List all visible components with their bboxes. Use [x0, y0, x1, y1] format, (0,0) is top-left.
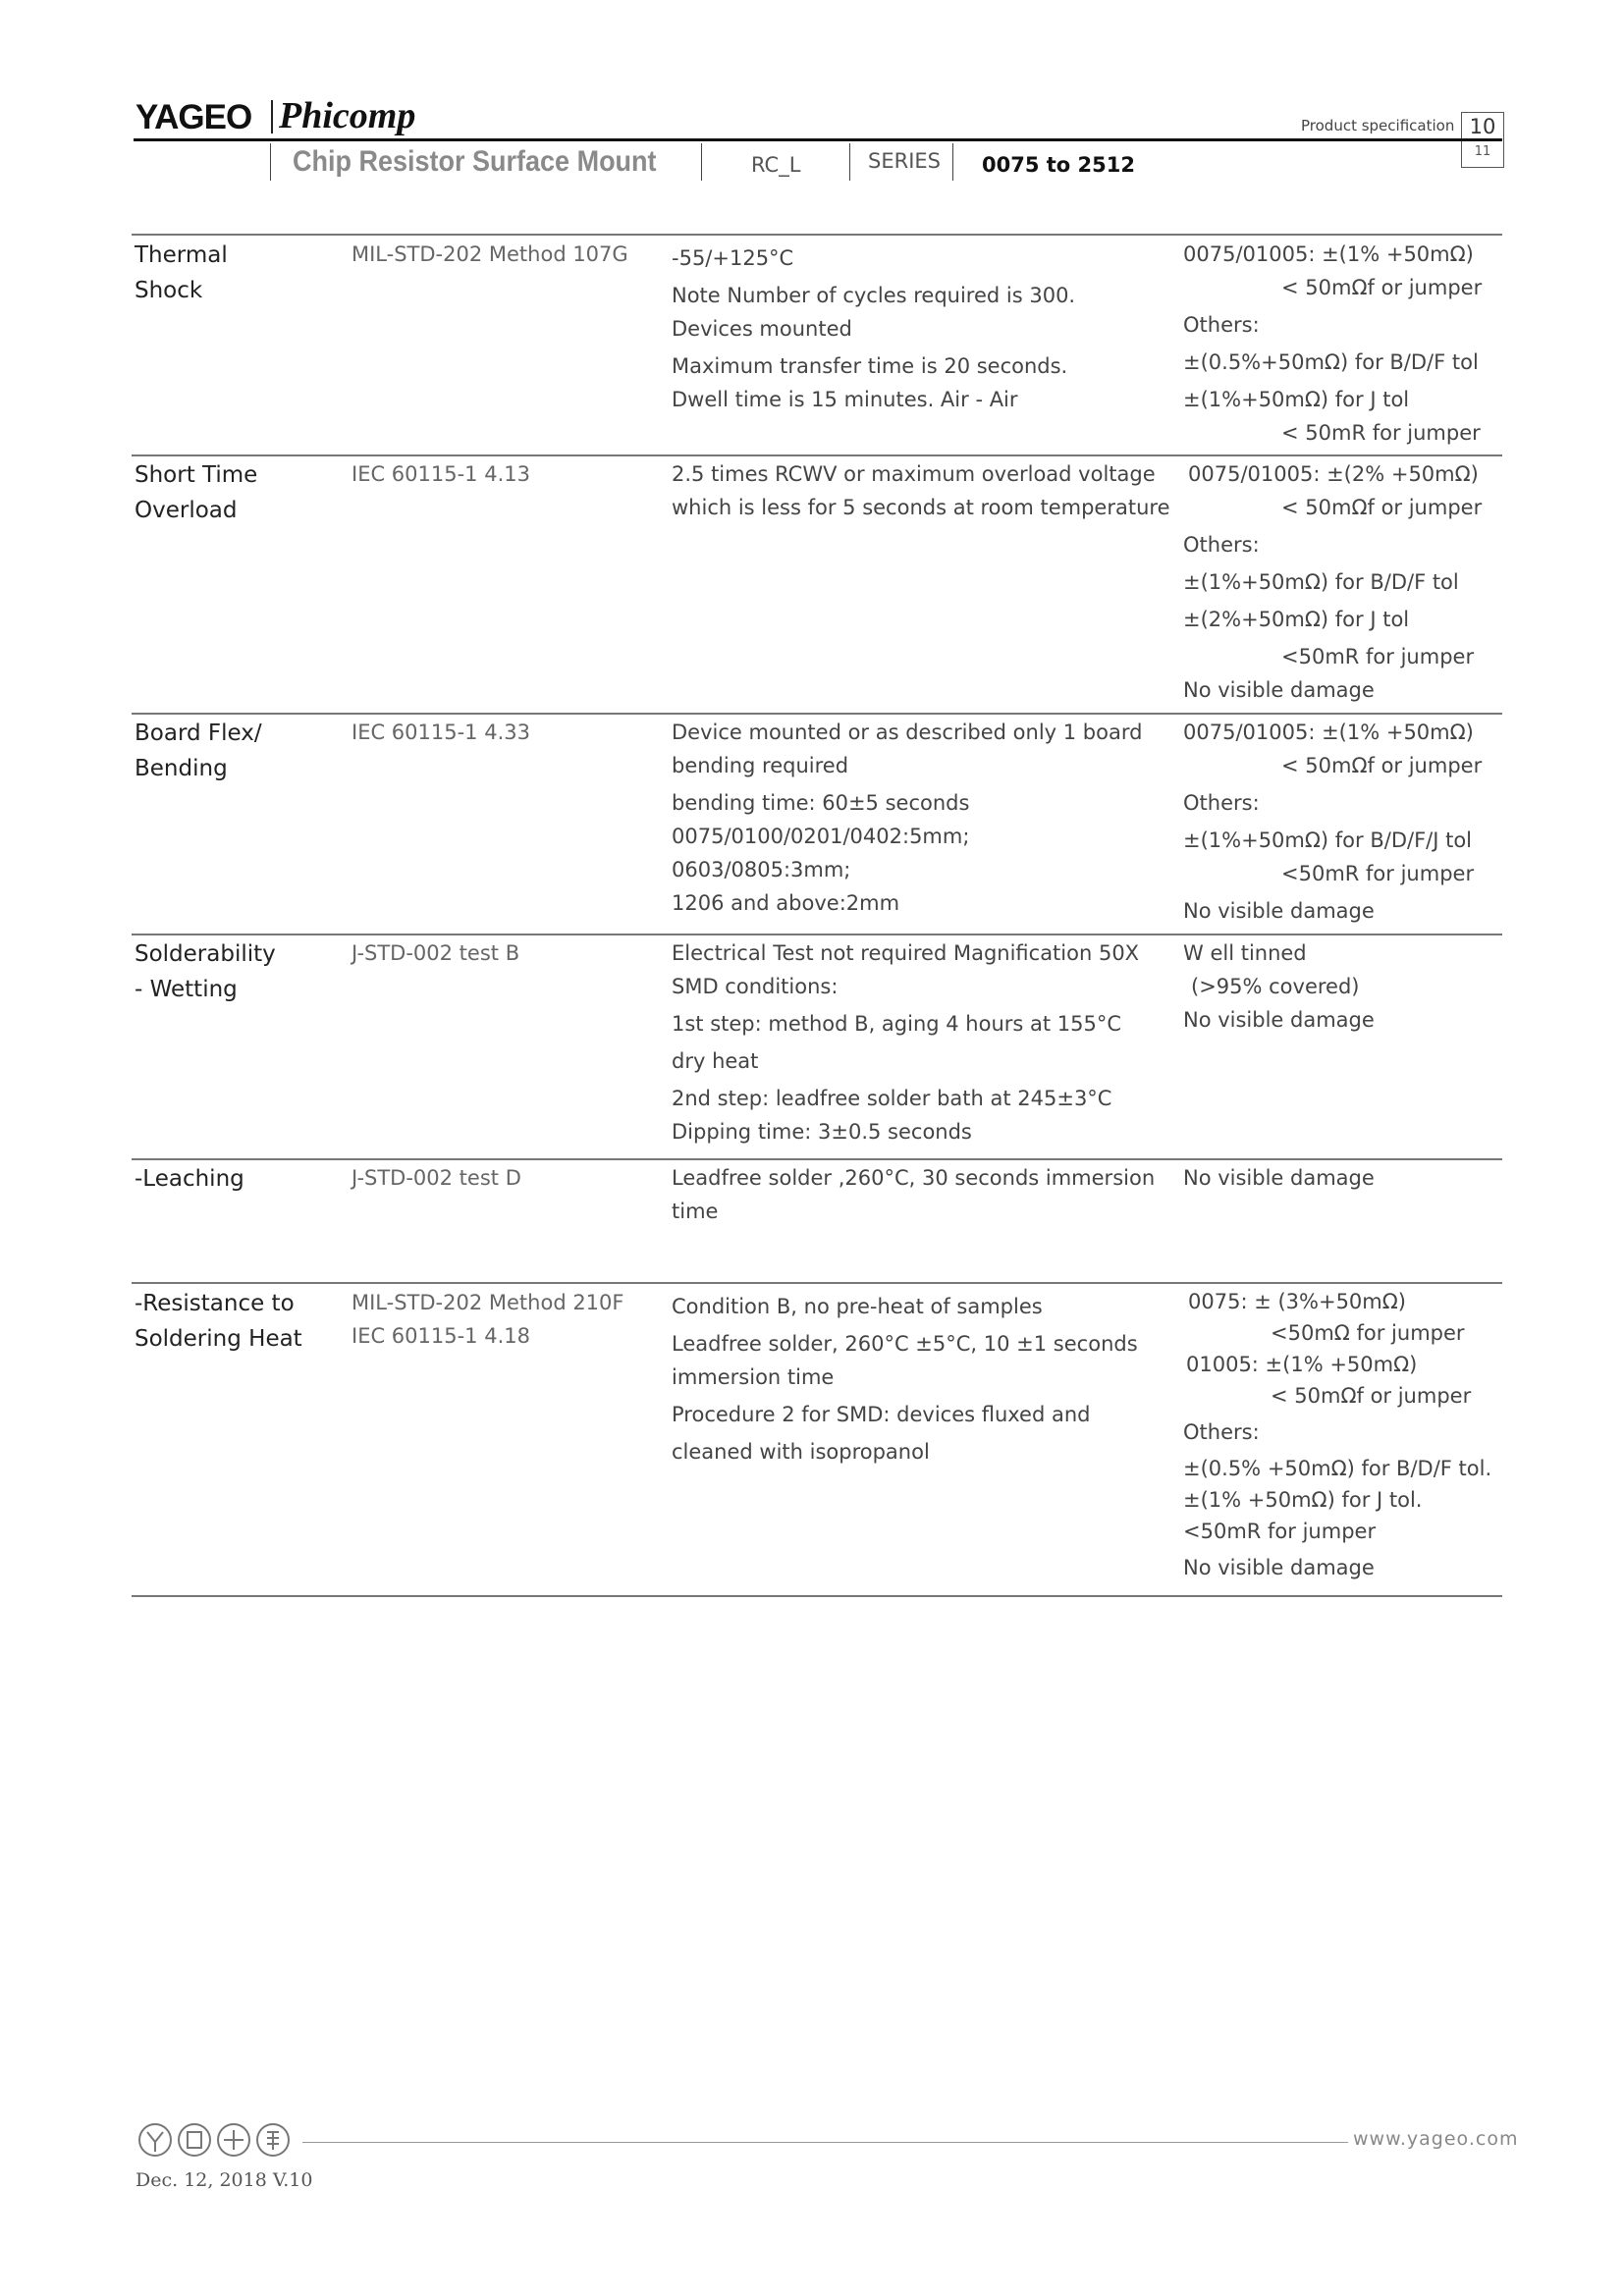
footer-rule: [302, 2142, 1348, 2143]
test-method: [352, 238, 646, 271]
footer-url[interactable]: www.yageo.com: [1353, 2128, 1519, 2150]
requirement-line: Others:: [1183, 533, 1260, 557]
test-method: [352, 716, 646, 749]
test-name-line: Soldering Heat: [135, 1326, 302, 1352]
test-name-line: -Leaching: [135, 1166, 244, 1192]
requirement-line: <50mR for jumper: [1183, 1520, 1377, 1543]
test-requirement: [1183, 457, 1512, 707]
requirement-line: ±(1%+50mΩ) for J tol: [1183, 388, 1410, 411]
requirement-line: 0075/01005: ±(1% +50mΩ): [1183, 242, 1474, 266]
requirement-line: ±(0.5%+50mΩ) for B/D/F tol: [1183, 350, 1479, 374]
procedure-line: Devices mounted: [672, 317, 852, 341]
test-method-line: IEC 60115-1 4.18: [352, 1324, 530, 1348]
requirement-line: ±(2%+50mΩ) for J tol: [1183, 608, 1410, 631]
procedure-line: Condition B, no pre-heat of samples: [672, 1295, 1043, 1318]
requirement-line: No visible damage: [1183, 899, 1375, 923]
test-requirement: [1183, 1286, 1512, 1584]
requirement-line: No visible damage: [1183, 1556, 1375, 1579]
requirement-line: 0075: ± (3%+50mΩ): [1188, 1290, 1406, 1313]
header-divider: [849, 143, 850, 181]
series-label: SERIES: [868, 149, 941, 173]
requirement-line: ±(1%+50mΩ) for B/D/F tol: [1183, 570, 1459, 594]
requirement-line: ±(1% +50mΩ) for J tol.: [1183, 1488, 1423, 1512]
test-name-line: Solderability: [135, 941, 276, 967]
test-name: [135, 936, 331, 1007]
procedure-line: 0075/0100/0201/0402:5mm;: [672, 825, 970, 848]
procedure-line: 1st step: method B, aging 4 hours at 155°C: [672, 1012, 1122, 1036]
procedure-line: -55/+125°C: [672, 246, 794, 270]
test-method: [352, 936, 646, 970]
procedure-line: Dwell time is 15 minutes. Air - Air: [672, 388, 1018, 411]
test-procedure: [672, 1290, 1163, 1468]
table-rule: [132, 454, 1502, 456]
test-method-line: J-STD-002 test B: [352, 941, 520, 965]
test-method-line: MIL-STD-202 Method 107G: [352, 242, 628, 266]
test-method-line: J-STD-002 test D: [352, 1166, 521, 1190]
procedure-line: Procedure 2 for SMD: devices fluxed and: [672, 1403, 1091, 1426]
page-total: 11: [1474, 144, 1491, 159]
table-rule: [132, 1595, 1502, 1597]
product-code: RC_L: [751, 153, 801, 177]
header-rule: [134, 138, 1502, 141]
test-method: [352, 1286, 646, 1353]
procedure-line: Leadfree solder, 260°C ±5°C, 10 ±1 seconds: [672, 1332, 1138, 1356]
requirement-line: 0075/01005: ±(1% +50mΩ): [1183, 721, 1474, 744]
requirement-line: < 50mΩf or jumper: [1271, 1384, 1472, 1408]
procedure-line: 2.5 times RCWV or maximum overload voltage: [672, 462, 1156, 486]
test-method-line: IEC 60115-1 4.33: [352, 721, 530, 744]
safety-icon: [179, 2124, 210, 2156]
procedure-line: Device mounted or as described only 1 board: [672, 721, 1143, 744]
test-procedure: [672, 241, 1163, 416]
table-rule: [132, 1282, 1502, 1284]
test-procedure: [672, 936, 1163, 1148]
procedure-line: 1206 and above:2mm: [672, 891, 900, 915]
requirement-line: < 50mΩf or jumper: [1281, 496, 1483, 519]
test-name-line: Thermal: [135, 242, 228, 268]
requirement-line: <50mR for jumper: [1281, 645, 1475, 668]
test-requirement: [1183, 238, 1507, 450]
header-divider: [701, 143, 702, 181]
procedure-line: 2nd step: leadfree solder bath at 245±3°C: [672, 1087, 1112, 1110]
procedure-line: 0603/0805:3mm;: [672, 858, 851, 881]
requirement-line: Others:: [1183, 1420, 1260, 1444]
test-name-line: Bending: [135, 756, 228, 781]
requirement-line: < 50mR for jumper: [1281, 421, 1481, 445]
test-method-line: IEC 60115-1 4.13: [352, 462, 530, 486]
procedure-line: Electrical Test not required Magnification 50X: [672, 941, 1140, 965]
procedure-line: which is less for 5 seconds at room temperature: [672, 496, 1170, 519]
page-title: Chip Resistor Surface Mount: [293, 145, 657, 178]
procedure-line: Maximum transfer time is 20 seconds.: [672, 354, 1068, 378]
test-name-line: Overload: [135, 498, 238, 523]
phicomp-logo: Phicomp: [279, 95, 416, 136]
header-divider: [952, 143, 953, 181]
requirement-line: ±(0.5% +50mΩ) for B/D/F tol.: [1183, 1457, 1492, 1480]
logo-divider: [271, 100, 273, 133]
procedure-line: bending required: [672, 754, 849, 777]
requirement-line: ±(1%+50mΩ) for B/D/F/J tol: [1183, 828, 1473, 852]
certification-icons: [135, 2120, 302, 2160]
requirement-line: 01005: ±(1% +50mΩ): [1186, 1353, 1418, 1376]
header-divider: [270, 143, 271, 181]
table-rule: [132, 1158, 1502, 1160]
test-requirement: [1183, 936, 1507, 1037]
page-current: 10: [1469, 115, 1496, 138]
test-procedure: [672, 1161, 1163, 1228]
test-name-line: - Wetting: [135, 977, 238, 1002]
procedure-line: Leadfree solder ,260°C, 30 seconds immersion: [672, 1166, 1156, 1190]
procedure-line: time: [672, 1200, 719, 1223]
test-method: [352, 1161, 646, 1195]
test-procedure: [672, 716, 1163, 920]
test-name: [135, 1161, 331, 1197]
test-name-line: -Resistance to: [135, 1291, 295, 1316]
test-method: [352, 457, 646, 491]
requirement-line: <50mΩ for jumper: [1271, 1321, 1465, 1345]
footer-date-version: Dec. 12, 2018 V.10: [135, 2169, 313, 2191]
spec-label: Product specification: [1301, 117, 1455, 134]
requirement-line: W ell tinned: [1183, 941, 1307, 965]
procedure-line: bending time: 60±5 seconds: [672, 791, 970, 815]
requirement-line: (>95% covered): [1191, 975, 1360, 998]
table-rule: [132, 713, 1502, 715]
requirement-line: Others:: [1183, 313, 1260, 337]
test-name-line: Board Flex/: [135, 721, 262, 746]
requirement-line: Others:: [1183, 791, 1260, 815]
test-name: [135, 1286, 331, 1357]
procedure-line: Dipping time: 3±0.5 seconds: [672, 1120, 972, 1144]
requirement-line: < 50mΩf or jumper: [1281, 276, 1483, 299]
requirement-line: No visible damage: [1183, 1008, 1375, 1032]
procedure-line: immersion time: [672, 1365, 835, 1389]
test-name-line: Short Time: [135, 462, 258, 488]
procedure-line: dry heat: [672, 1049, 759, 1073]
requirement-line: No visible damage: [1183, 678, 1375, 702]
procedure-line: SMD conditions:: [672, 975, 839, 998]
test-requirement: [1183, 716, 1507, 928]
requirement-line: 0075/01005: ±(2% +50mΩ): [1188, 462, 1479, 486]
test-name: [135, 457, 331, 528]
requirement-line: <50mR for jumper: [1281, 862, 1475, 885]
test-procedure: [672, 457, 1170, 524]
requirement-line: No visible damage: [1183, 1166, 1375, 1190]
test-method-line: MIL-STD-202 Method 210F: [352, 1291, 624, 1314]
test-name: [135, 716, 331, 786]
test-requirement: [1183, 1161, 1507, 1195]
requirement-line: < 50mΩf or jumper: [1281, 754, 1483, 777]
test-name: [135, 238, 331, 308]
yageo-logo: YAGEO: [135, 98, 252, 136]
procedure-line: cleaned with isopropanol: [672, 1440, 930, 1464]
procedure-line: Note Number of cycles required is 300.: [672, 284, 1076, 307]
table-rule: [132, 234, 1502, 236]
table-rule: [132, 934, 1502, 935]
size-range: 0075 to 2512: [982, 153, 1135, 177]
test-name-line: Shock: [135, 278, 203, 303]
